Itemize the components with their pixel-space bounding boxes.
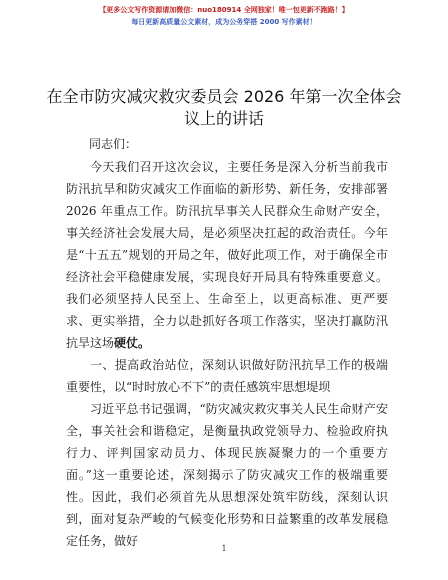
- promo-banner-line-2: 每日更新高质量公文素材，成为公务穿搭 2000 写作素材！: [131, 18, 317, 26]
- paragraph-intro: [66, 156, 388, 354]
- salutation: 同志们：: [89, 137, 138, 151]
- paragraph-intro-tail: 硬仗。: [114, 336, 151, 350]
- section-heading-1: 一、提高政治站位，深刻认识做好防汛抗旱工作的极端重要性，以“时时放心不下”的责任感筑牢思想堤坝: [66, 358, 388, 394]
- page-number: 1: [221, 544, 227, 553]
- paragraph-quote: 习近平总书记强调，“防灾减灾救灾事关人民生命财产安全，事关社会和谐稳定，是衡量执政党领导力、检验政府执行力、评判国家动员力、体现民族凝聚力的一个重要方面。”这一重要论述，深刻揭示了防灾减灾工作的极端重要性。因此，我们必须首先从思想深处筑牢防线，深刻认识到，面对复杂严峻的气候变化形势和日益繁重的改革发展稳定任务，做好: [66, 402, 388, 548]
- paragraph-intro-text: 今天我们召开这次会议，主要任务是深入分析当前我市防汛抗旱和防灾减灾工作面临的新形势、新任务，安排部署 2026 年重点工作。防汛抗旱事关人民群众生命财产安全，事关经济社会发展大局，是必须坚决扛起的政治责任。今年是“十五五”规划的开局之年，做好此项工作，对于确保全市经济社会平稳健康发展，实现良好开局具有特殊重要意义。我们必须坚持人民至上、生命至上，以更高标准、更严要求、更实举措，全力以赴抓好各项工作落实，坚决打赢防汛抗旱这场: [66, 160, 388, 350]
- document-body: [66, 156, 388, 552]
- document-title: 在全市防灾减灾救灾委员会 2026 年第一次全体会议上的讲话: [46, 87, 402, 128]
- promo-banner-line-1: 【更多公文写作资源请加微信：nuo180914 全网独家！唯一包更新不跑路！】: [99, 6, 349, 14]
- promo-banner: [0, 4, 448, 28]
